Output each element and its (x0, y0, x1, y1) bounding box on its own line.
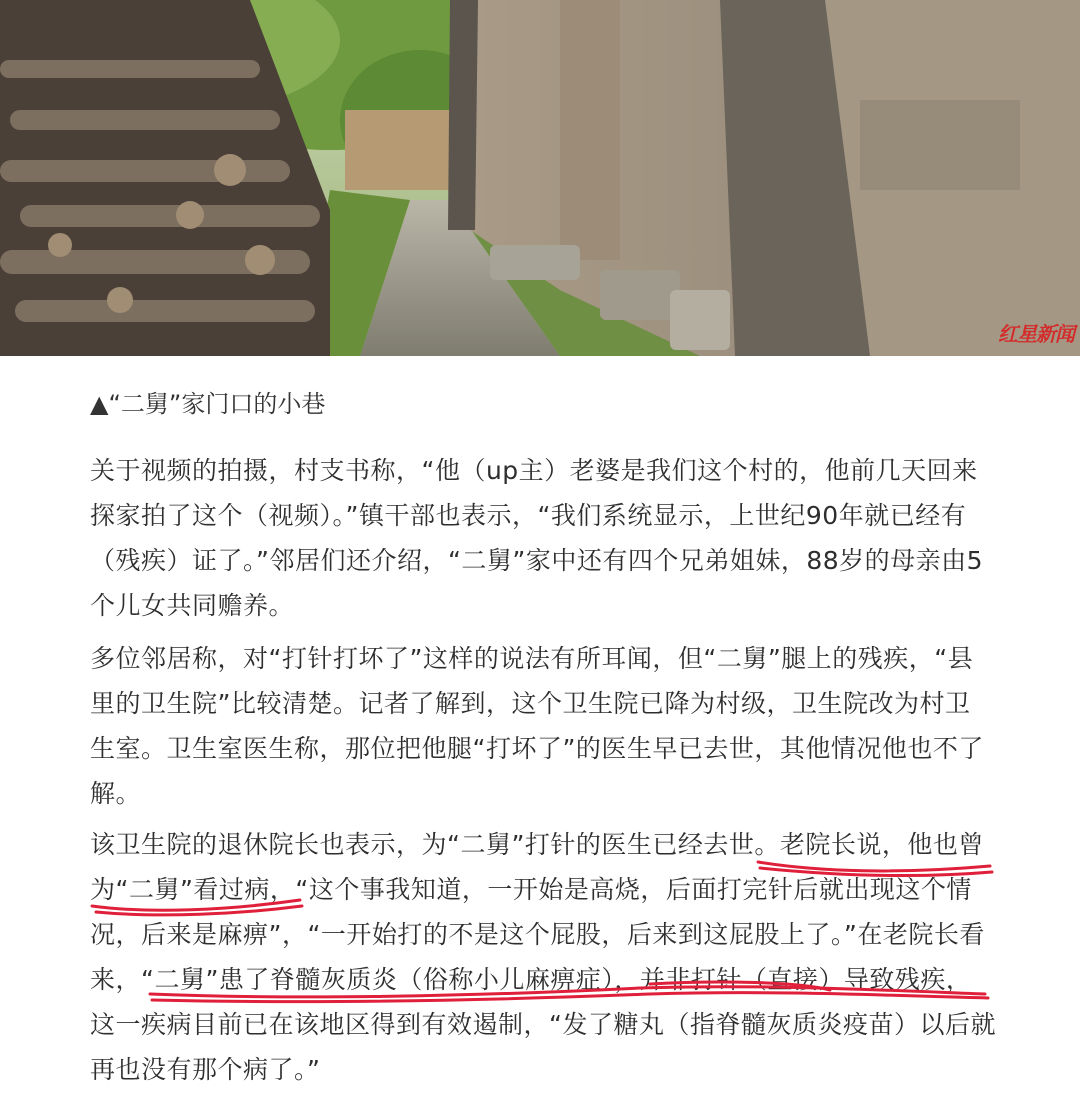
article-paragraph-3 (90, 822, 995, 1092)
photo-caption: ▲“二舅”家门口的小巷 (90, 390, 326, 418)
paragraph-3-line: 这一疾病目前已在该地区得到有效遏制，“发了糖丸（指脊髓灰质炎疫苗）以后就 (90, 1010, 996, 1039)
paragraph-3-line: 再也没有那个病了。” (90, 1055, 321, 1084)
news-watermark-logo: 红星新闻 (998, 322, 1074, 346)
article-photo-alley (0, 0, 1080, 356)
paragraph-3-line: 况，后来是麻痹”，“一开始打的不是这个屁股，后来到这屁股上了。”在老院长看 (90, 920, 985, 949)
alley-photo-illustration (0, 0, 1080, 356)
paragraph-3-line: 来，“二舅”患了脊髓灰质炎（俗称小儿麻痹症），并非打针（直接）导致残疾， (90, 965, 972, 994)
paragraph-3-line: 该卫生院的退休院长也表示，为“二舅”打针的医生已经去世。老院长说，他也曾 (90, 830, 984, 859)
article-paragraph-1: 关于视频的拍摄，村支书称，“他（up主）老婆是我们这个村的，他前几天回来探家拍了这个（视频）。”镇干部也表示，“我们系统显示，上世纪90年就已经有（残疾）证了。”邻居们还介绍，“二舅”家中还有四个兄弟姐妹，88岁的母亲由5个儿女共同赡养。 (90, 456, 984, 620)
paragraph-3-line: 为“二舅”看过病，“这个事我知道，一开始是高烧，后面打完针后就出现这个情 (90, 875, 972, 904)
article-paragraph-2: 多位邻居称，对“打针打坏了”这样的说法有所耳闻，但“二舅”腿上的残疾，“县里的卫生院”比较清楚。记者了解到，这个卫生院已降为村级，卫生院改为村卫生室。卫生室医生称，那位把他腿“打坏了”的医生早已去世，其他情况他也不了解。 (90, 644, 984, 808)
